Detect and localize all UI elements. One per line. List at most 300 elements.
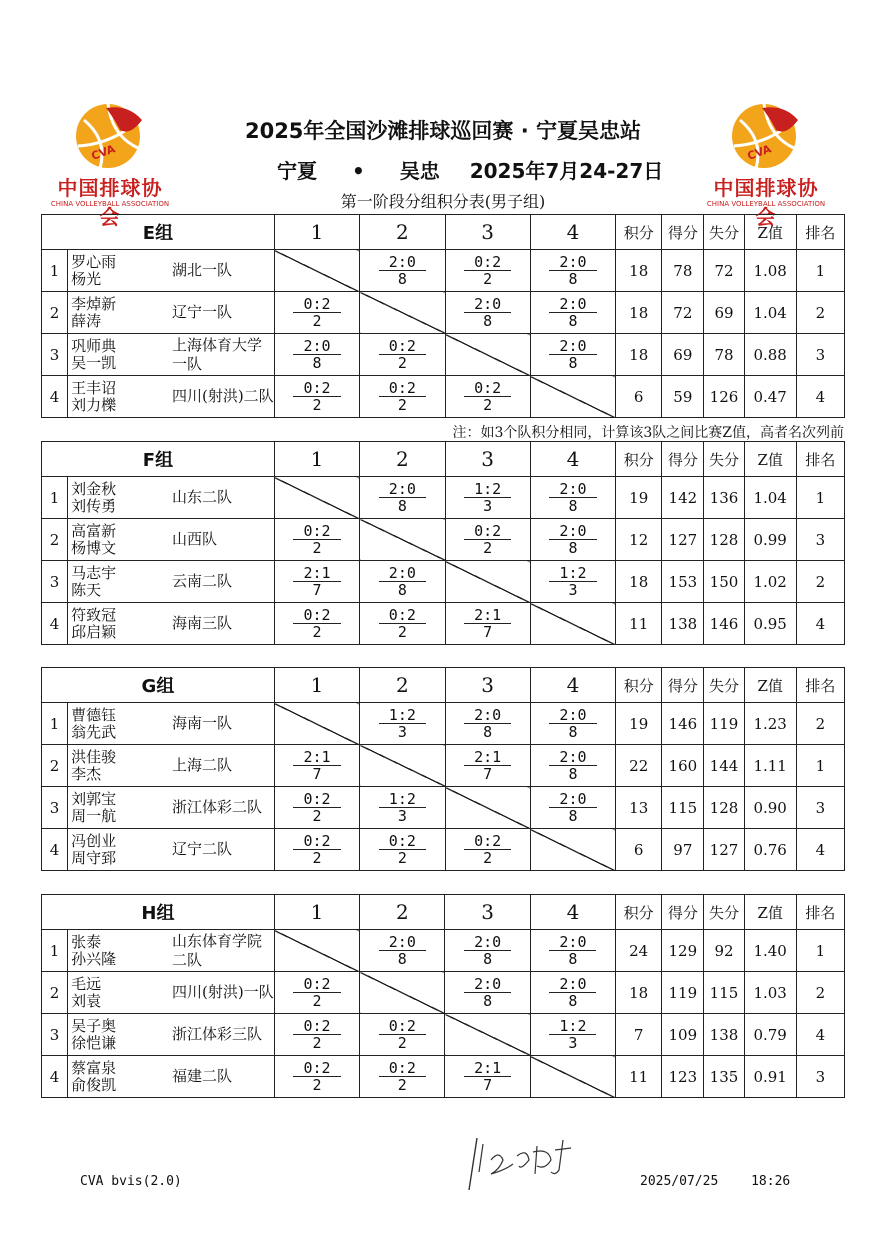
- col-header-3: 3: [445, 215, 530, 250]
- player-2: 吴一凯: [71, 353, 117, 372]
- match-points: 8: [568, 950, 578, 968]
- match-result-cell: [274, 829, 359, 871]
- team-name: 云南二队: [172, 561, 274, 603]
- self-match-cell: [530, 603, 615, 645]
- col-header-2: 2: [360, 442, 445, 477]
- z-value-cell: 1.40: [744, 930, 796, 972]
- player-names: [68, 334, 172, 376]
- match-result-cell: [360, 250, 445, 292]
- player-1: 洪佳骏: [71, 747, 117, 766]
- match-points: 2: [312, 992, 322, 1010]
- lost-cell: 135: [704, 1056, 744, 1098]
- scored-cell: 78: [662, 250, 704, 292]
- player-2: 刘袁: [71, 991, 102, 1010]
- row-index: 3: [42, 1014, 68, 1056]
- table-row: [42, 703, 845, 745]
- player-names: [68, 477, 172, 519]
- player-names: [68, 1014, 172, 1056]
- z-value-cell: 1.04: [744, 477, 796, 519]
- set-score: 1:2: [549, 565, 596, 582]
- col-header-1: 1: [274, 215, 359, 250]
- group-name: F组: [42, 442, 275, 477]
- table-row: [42, 745, 845, 787]
- player-1: 刘金秋: [71, 479, 117, 498]
- z-value-cell: 0.91: [744, 1056, 796, 1098]
- match-points: 8: [568, 765, 578, 783]
- match-points: 2: [397, 849, 407, 867]
- player-1: 马志宇: [71, 563, 117, 582]
- match-points: 2: [397, 396, 407, 414]
- z-value-cell: 0.99: [744, 519, 796, 561]
- match-result-cell: [360, 376, 445, 418]
- group-name: G组: [42, 668, 275, 703]
- match-result-cell: [530, 250, 615, 292]
- match-points: 2: [483, 270, 493, 288]
- col-header-3: 3: [445, 442, 530, 477]
- scored-cell: 97: [662, 829, 704, 871]
- col-header-points: 积分: [616, 895, 662, 930]
- match-points: 3: [568, 581, 578, 599]
- match-points: 2: [312, 807, 322, 825]
- table-row: [42, 292, 845, 334]
- set-score: 2:0: [379, 254, 426, 271]
- set-score: 2:0: [379, 481, 426, 498]
- set-score: 0:2: [293, 607, 340, 624]
- team-name: 浙江体彩三队: [172, 1014, 274, 1056]
- match-result-cell: [274, 972, 359, 1014]
- match-result-cell: [530, 334, 615, 376]
- z-value-cell: 1.08: [744, 250, 796, 292]
- player-2: 刘传勇: [71, 496, 117, 515]
- set-score: 0:2: [379, 607, 426, 624]
- col-header-rank: 排名: [796, 668, 844, 703]
- rank-cell: 2: [796, 703, 844, 745]
- match-points: 8: [397, 270, 407, 288]
- set-score: 2:1: [464, 749, 511, 766]
- match-result-cell: [445, 519, 530, 561]
- lost-cell: 128: [704, 519, 744, 561]
- player-2: 刘力櫟: [71, 395, 117, 414]
- set-score: 2:1: [293, 749, 340, 766]
- self-match-cell: [274, 930, 359, 972]
- set-score: 2:0: [549, 934, 596, 951]
- player-names: [68, 787, 172, 829]
- tiebreak-note: 注：如3个队积分相同，计算该3队之间比赛Z值，高者名次列前: [452, 425, 844, 441]
- player-1: 王丰诏: [71, 378, 117, 397]
- lost-cell: 138: [704, 1014, 744, 1056]
- rank-cell: 2: [796, 972, 844, 1014]
- col-header-4: 4: [530, 895, 615, 930]
- team-name: 辽宁二队: [172, 829, 274, 871]
- logo-chinese-text: 中国排球协会: [57, 176, 163, 229]
- match-result-cell: [445, 376, 530, 418]
- player-names: [68, 292, 172, 334]
- player-1: 张泰: [71, 932, 102, 951]
- col-header-2: 2: [360, 668, 445, 703]
- scored-cell: 69: [662, 334, 704, 376]
- match-points: 2: [312, 849, 322, 867]
- player-names: [68, 829, 172, 871]
- print-date: 2025/07/25: [640, 1174, 719, 1189]
- player-1: 高富新: [71, 521, 117, 540]
- points-cell: 18: [616, 334, 662, 376]
- team-name: 上海体育大学一队: [172, 334, 274, 376]
- match-points: 2: [312, 1076, 322, 1094]
- player-1: 刘郭宝: [71, 789, 117, 808]
- match-points: 3: [568, 1034, 578, 1052]
- match-points: 2: [483, 539, 493, 557]
- scored-cell: 119: [662, 972, 704, 1014]
- set-score: 2:0: [549, 481, 596, 498]
- set-score: 0:2: [464, 833, 511, 850]
- z-value-cell: 0.95: [744, 603, 796, 645]
- points-cell: 18: [616, 250, 662, 292]
- player-names: [68, 376, 172, 418]
- match-points: 8: [483, 992, 493, 1010]
- set-score: 2:0: [379, 934, 426, 951]
- match-points: 8: [568, 992, 578, 1010]
- player-names: [68, 561, 172, 603]
- col-header-1: 1: [274, 442, 359, 477]
- col-header-4: 4: [530, 442, 615, 477]
- team-name: 四川(射洪)一队: [172, 972, 274, 1014]
- match-points: 7: [312, 581, 322, 599]
- match-result-cell: [530, 930, 615, 972]
- match-points: 2: [312, 623, 322, 641]
- player-names: [68, 1056, 172, 1098]
- set-score: 0:2: [293, 296, 340, 313]
- z-value-cell: 0.88: [744, 334, 796, 376]
- points-cell: 11: [616, 1056, 662, 1098]
- player-2: 周一航: [71, 806, 117, 825]
- rank-cell: 4: [796, 376, 844, 418]
- col-header-z: Z值: [744, 895, 796, 930]
- match-points: 8: [483, 312, 493, 330]
- table-row: [42, 930, 845, 972]
- set-score: 0:2: [464, 380, 511, 397]
- group-header-row: [42, 215, 845, 250]
- match-result-cell: [274, 561, 359, 603]
- table-row: [42, 376, 845, 418]
- table-row: [42, 519, 845, 561]
- team-name: 山东体育学院二队: [172, 930, 274, 972]
- set-score: 0:2: [379, 1060, 426, 1077]
- match-points: 8: [483, 723, 493, 741]
- scored-cell: 129: [662, 930, 704, 972]
- points-cell: 24: [616, 930, 662, 972]
- team-name: 福建二队: [172, 1056, 274, 1098]
- rank-cell: 1: [796, 745, 844, 787]
- rank-cell: 2: [796, 561, 844, 603]
- match-result-cell: [530, 745, 615, 787]
- self-match-cell: [360, 292, 445, 334]
- set-score: 2:0: [379, 565, 426, 582]
- match-result-cell: [360, 787, 445, 829]
- row-index: 1: [42, 250, 68, 292]
- match-points: 3: [483, 497, 493, 515]
- lost-cell: 128: [704, 787, 744, 829]
- match-result-cell: [445, 972, 530, 1014]
- rank-cell: 1: [796, 250, 844, 292]
- col-header-1: 1: [274, 895, 359, 930]
- group-table: [41, 894, 845, 1098]
- player-2: 邱启颖: [71, 622, 117, 641]
- team-name: 海南三队: [172, 603, 274, 645]
- subtitle: [277, 155, 693, 184]
- col-header-z: Z值: [744, 442, 796, 477]
- table-row: [42, 250, 845, 292]
- set-score: 0:2: [379, 338, 426, 355]
- col-header-2: 2: [360, 895, 445, 930]
- player-1: 巩师典: [71, 336, 117, 355]
- col-header-lost: 失分: [704, 895, 744, 930]
- col-header-lost: 失分: [704, 442, 744, 477]
- set-score: 2:1: [464, 607, 511, 624]
- self-match-cell: [445, 334, 530, 376]
- z-value-cell: 1.11: [744, 745, 796, 787]
- player-names: [68, 703, 172, 745]
- match-points: 7: [483, 1076, 493, 1094]
- match-result-cell: [360, 1056, 445, 1098]
- set-score: 1:2: [379, 791, 426, 808]
- set-score: 1:2: [549, 1018, 596, 1035]
- table-row: [42, 972, 845, 1014]
- player-1: 曹德钰: [71, 705, 117, 724]
- match-points: 8: [397, 581, 407, 599]
- logo-english-text: CHINA VOLLEYBALL ASSOCIATION: [50, 200, 170, 208]
- signature: [455, 1130, 585, 1200]
- logo-chinese-text: 中国排球协会: [713, 176, 819, 229]
- player-1: 李焯新: [71, 294, 117, 313]
- table-row: [42, 334, 845, 376]
- rank-cell: 3: [796, 1056, 844, 1098]
- set-score: 2:0: [464, 707, 511, 724]
- match-points: 8: [483, 950, 493, 968]
- lost-cell: 146: [704, 603, 744, 645]
- player-names: [68, 250, 172, 292]
- player-2: 俞俊凯: [71, 1075, 117, 1094]
- row-index: 3: [42, 787, 68, 829]
- set-score: 2:0: [464, 934, 511, 951]
- logo-english-text: CHINA VOLLEYBALL ASSOCIATION: [706, 200, 826, 208]
- self-match-cell: [445, 561, 530, 603]
- col-header-points: 积分: [616, 442, 662, 477]
- lost-cell: 92: [704, 930, 744, 972]
- row-index: 3: [42, 334, 68, 376]
- match-points: 2: [397, 354, 407, 372]
- match-result-cell: [530, 477, 615, 519]
- set-score: 0:2: [293, 1060, 340, 1077]
- z-value-cell: 0.90: [744, 787, 796, 829]
- player-2: 周守郅: [71, 848, 117, 867]
- lost-cell: 115: [704, 972, 744, 1014]
- col-header-lost: 失分: [704, 668, 744, 703]
- set-score: 0:2: [293, 523, 340, 540]
- self-match-cell: [530, 1056, 615, 1098]
- group-header-row: [42, 668, 845, 703]
- match-points: 3: [397, 807, 407, 825]
- row-index: 3: [42, 561, 68, 603]
- lost-cell: 150: [704, 561, 744, 603]
- team-name: 海南一队: [172, 703, 274, 745]
- print-timestamp: [640, 1174, 790, 1189]
- scored-cell: 127: [662, 519, 704, 561]
- match-result-cell: [445, 745, 530, 787]
- match-result-cell: [530, 561, 615, 603]
- match-result-cell: [274, 519, 359, 561]
- self-match-cell: [360, 972, 445, 1014]
- group-name: E组: [42, 215, 275, 250]
- match-points: 8: [568, 312, 578, 330]
- rank-cell: 4: [796, 1014, 844, 1056]
- row-index: 1: [42, 477, 68, 519]
- match-result-cell: [530, 292, 615, 334]
- player-2: 孙兴隆: [71, 949, 117, 968]
- match-points: 2: [312, 539, 322, 557]
- match-result-cell: [445, 603, 530, 645]
- match-result-cell: [274, 292, 359, 334]
- player-2: 杨博文: [71, 538, 117, 557]
- z-value-cell: 0.79: [744, 1014, 796, 1056]
- software-version: CVA bvis(2.0): [80, 1174, 182, 1189]
- row-index: 2: [42, 972, 68, 1014]
- match-points: 7: [312, 765, 322, 783]
- set-score: 1:2: [464, 481, 511, 498]
- col-header-scored: 得分: [662, 895, 704, 930]
- match-points: 8: [397, 950, 407, 968]
- match-points: 8: [397, 497, 407, 515]
- set-score: 0:2: [379, 833, 426, 850]
- col-header-points: 积分: [616, 668, 662, 703]
- set-score: 0:2: [293, 380, 340, 397]
- match-result-cell: [530, 703, 615, 745]
- event-dates: 2025年7月24-27日: [469, 159, 664, 183]
- set-score: 0:2: [379, 380, 426, 397]
- col-header-1: 1: [274, 668, 359, 703]
- match-points: 7: [483, 623, 493, 641]
- table-row: [42, 477, 845, 519]
- self-match-cell: [274, 703, 359, 745]
- match-result-cell: [530, 1014, 615, 1056]
- match-result-cell: [360, 829, 445, 871]
- row-index: 4: [42, 376, 68, 418]
- match-points: 8: [568, 807, 578, 825]
- scored-cell: 59: [662, 376, 704, 418]
- match-points: 2: [483, 396, 493, 414]
- team-name: 山东二队: [172, 477, 274, 519]
- row-index: 4: [42, 603, 68, 645]
- lost-cell: 126: [704, 376, 744, 418]
- match-result-cell: [274, 376, 359, 418]
- col-header-4: 4: [530, 215, 615, 250]
- set-score: 0:2: [293, 791, 340, 808]
- match-result-cell: [274, 745, 359, 787]
- col-header-3: 3: [445, 668, 530, 703]
- group-header-row: [42, 895, 845, 930]
- set-score: 2:1: [293, 565, 340, 582]
- set-score: 2:0: [549, 791, 596, 808]
- set-score: 2:0: [549, 976, 596, 993]
- match-result-cell: [445, 250, 530, 292]
- col-header-scored: 得分: [662, 442, 704, 477]
- table-row: [42, 1056, 845, 1098]
- set-score: 0:2: [293, 1018, 340, 1035]
- player-names: [68, 603, 172, 645]
- match-points: 8: [568, 270, 578, 288]
- lost-cell: 127: [704, 829, 744, 871]
- match-result-cell: [360, 561, 445, 603]
- col-header-rank: 排名: [796, 442, 844, 477]
- player-2: 杨光: [71, 269, 102, 288]
- points-cell: 18: [616, 561, 662, 603]
- team-name: 四川(射洪)二队: [172, 376, 274, 418]
- group-name: H组: [42, 895, 275, 930]
- set-score: 2:0: [549, 707, 596, 724]
- col-header-points: 积分: [616, 215, 662, 250]
- self-match-cell: [360, 519, 445, 561]
- row-index: 1: [42, 930, 68, 972]
- z-value-cell: 1.23: [744, 703, 796, 745]
- match-result-cell: [445, 477, 530, 519]
- player-1: 罗心雨: [71, 252, 117, 271]
- player-1: 吴子奥: [71, 1016, 117, 1035]
- row-index: 4: [42, 1056, 68, 1098]
- player-2: 徐恺谦: [71, 1033, 117, 1052]
- print-time: 18:26: [751, 1174, 791, 1189]
- points-cell: 12: [616, 519, 662, 561]
- player-1: 冯创业: [71, 831, 117, 850]
- team-name: 湖北一队: [172, 250, 274, 292]
- col-header-rank: 排名: [796, 215, 844, 250]
- svg-text:CVA: CVA: [745, 142, 773, 163]
- match-result-cell: [274, 1014, 359, 1056]
- points-cell: 7: [616, 1014, 662, 1056]
- set-score: 2:0: [549, 296, 596, 313]
- z-value-cell: 1.03: [744, 972, 796, 1014]
- match-result-cell: [274, 1056, 359, 1098]
- set-score: 2:0: [549, 749, 596, 766]
- team-name: 浙江体彩二队: [172, 787, 274, 829]
- location: 宁夏 • 吴忠: [277, 159, 440, 183]
- scored-cell: 138: [662, 603, 704, 645]
- lost-cell: 72: [704, 250, 744, 292]
- scored-cell: 72: [662, 292, 704, 334]
- points-cell: 18: [616, 972, 662, 1014]
- svg-text:CVA: CVA: [89, 142, 117, 163]
- points-cell: 18: [616, 292, 662, 334]
- col-header-scored: 得分: [662, 668, 704, 703]
- self-match-cell: [445, 787, 530, 829]
- group-table: [41, 667, 845, 871]
- match-result-cell: [445, 1056, 530, 1098]
- match-result-cell: [360, 1014, 445, 1056]
- col-header-lost: 失分: [704, 215, 744, 250]
- match-result-cell: [360, 334, 445, 376]
- set-score: 2:0: [549, 338, 596, 355]
- table-row: [42, 787, 845, 829]
- scored-cell: 142: [662, 477, 704, 519]
- match-result-cell: [530, 972, 615, 1014]
- table-caption: 第一阶段分组积分表(男子组): [340, 192, 546, 211]
- set-score: 2:0: [464, 976, 511, 993]
- match-points: 8: [568, 539, 578, 557]
- group-table: [41, 441, 845, 645]
- lost-cell: 119: [704, 703, 744, 745]
- lost-cell: 69: [704, 292, 744, 334]
- match-points: 8: [568, 354, 578, 372]
- match-result-cell: [445, 930, 530, 972]
- group-table: [41, 214, 845, 418]
